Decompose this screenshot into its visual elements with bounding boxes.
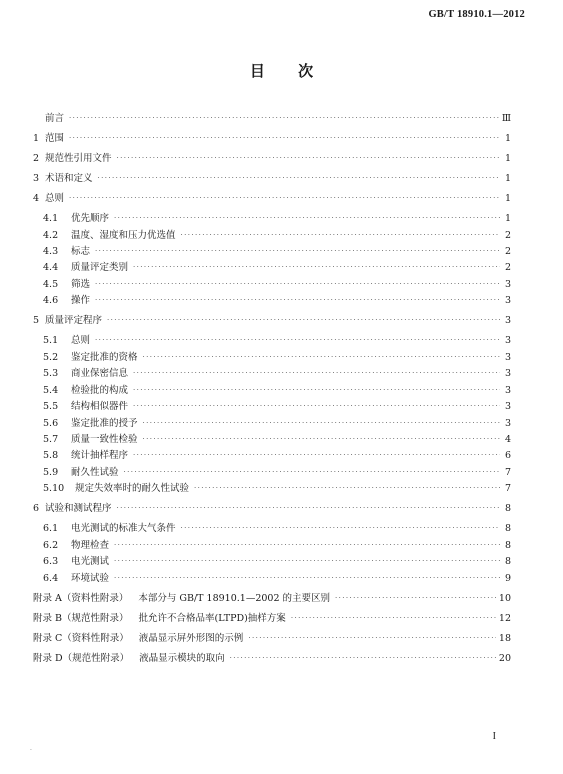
toc-label: 耐久性试验 bbox=[71, 466, 119, 478]
toc-label: 物理检查 bbox=[71, 539, 110, 551]
toc-entry[interactable] bbox=[33, 333, 511, 349]
toc-entry[interactable] bbox=[33, 448, 511, 464]
toc-number: 5.3 bbox=[43, 368, 59, 380]
toc-label: 温度、湿度和压力优选值 bbox=[71, 229, 176, 241]
toc-leader bbox=[69, 110, 499, 126]
page-number: I bbox=[492, 731, 496, 742]
toc-number: 附录 C（资料性附录） bbox=[33, 632, 129, 644]
toc-label: 液晶显示屏外形图的示例 bbox=[138, 632, 244, 644]
toc-page: 18 bbox=[498, 632, 511, 644]
toc-label: 总则 bbox=[45, 193, 65, 205]
toc-number: 5.7 bbox=[43, 434, 59, 446]
toc-number: 4.4 bbox=[43, 262, 59, 274]
toc-leader bbox=[95, 332, 500, 348]
toc-number: 附录 D（规范性附录） bbox=[33, 652, 130, 664]
toc-number: 附录 A（资料性附录） bbox=[33, 592, 129, 604]
toc-number: 6.3 bbox=[43, 556, 59, 568]
toc-number: 4.5 bbox=[43, 278, 59, 290]
toc-leader bbox=[98, 170, 500, 186]
toc-entry[interactable] bbox=[33, 171, 511, 187]
toc-entry[interactable] bbox=[33, 538, 511, 554]
toc-page: Ⅲ bbox=[501, 113, 511, 124]
toc-page: 3 bbox=[504, 335, 511, 347]
toc-page: 1 bbox=[504, 193, 511, 205]
toc-entry[interactable] bbox=[33, 383, 511, 399]
toc-entry[interactable] bbox=[33, 432, 511, 448]
toc-leader bbox=[133, 398, 500, 414]
toc-number: 附录 B（规范性附录） bbox=[33, 612, 129, 624]
toc-page: 2 bbox=[504, 262, 511, 274]
toc-label: 前言 bbox=[45, 113, 65, 124]
table-of-contents bbox=[33, 111, 511, 667]
toc-entry-appendix[interactable] bbox=[33, 651, 511, 667]
toc-label: 本部分与 GB/T 18910.1—2002 的主要区别 bbox=[138, 592, 331, 604]
toc-leader bbox=[230, 650, 496, 666]
toc-number: 4.2 bbox=[43, 229, 59, 241]
toc-label: 质量评定类别 bbox=[71, 262, 129, 274]
toc-label: 电光测试 bbox=[71, 556, 110, 568]
toc-page: 3 bbox=[504, 384, 511, 396]
toc-entry[interactable] bbox=[33, 211, 511, 227]
toc-leader bbox=[95, 243, 500, 259]
toc-number: 5.1 bbox=[43, 335, 59, 347]
toc-page: 1 bbox=[504, 153, 511, 165]
toc-label: 检验批的构成 bbox=[71, 384, 129, 396]
standard-code: GB/T 18910.1—2012 bbox=[428, 9, 525, 20]
toc-label: 质量一致性检验 bbox=[71, 434, 138, 446]
toc-entry[interactable] bbox=[33, 151, 511, 167]
toc-label: 范围 bbox=[45, 133, 65, 145]
corner-mark: . bbox=[30, 745, 32, 752]
toc-label: 规定失效率时的耐久性试验 bbox=[75, 483, 190, 495]
toc-number: 4.6 bbox=[43, 295, 59, 307]
toc-label: 操作 bbox=[71, 295, 91, 307]
toc-page: 20 bbox=[498, 652, 511, 664]
toc-page: 8 bbox=[504, 523, 511, 535]
toc-leader bbox=[133, 447, 500, 463]
toc-entry[interactable] bbox=[33, 131, 511, 147]
toc-number: 5.9 bbox=[43, 466, 59, 478]
toc-leader bbox=[114, 210, 500, 226]
toc-leader bbox=[181, 227, 500, 243]
toc-page: 9 bbox=[504, 572, 511, 584]
toc-label: 规范性引用文件 bbox=[45, 153, 112, 165]
toc-page: 3 bbox=[504, 401, 511, 413]
toc-page: 3 bbox=[504, 351, 511, 363]
toc-leader bbox=[114, 553, 500, 569]
toc-number: 6.2 bbox=[43, 539, 59, 551]
toc-label: 结构相似器件 bbox=[71, 401, 129, 413]
toc-number: 4.3 bbox=[43, 246, 59, 258]
toc-leader bbox=[181, 520, 500, 536]
toc-leader bbox=[117, 500, 500, 516]
toc-page: 8 bbox=[504, 539, 511, 551]
toc-label: 质量评定程序 bbox=[45, 315, 103, 327]
title-char-2: 次 bbox=[298, 62, 314, 80]
toc-entry[interactable] bbox=[33, 521, 511, 537]
toc-entry[interactable] bbox=[33, 571, 511, 587]
toc-leader bbox=[117, 150, 500, 166]
toc-number: 2 bbox=[33, 153, 40, 165]
toc-number: 5.8 bbox=[43, 450, 59, 462]
toc-label: 试验和测试程序 bbox=[45, 503, 112, 515]
toc-leader bbox=[114, 537, 500, 553]
toc-number: 4 bbox=[33, 193, 40, 205]
toc-page: 12 bbox=[498, 612, 511, 624]
toc-label: 商业保密信息 bbox=[71, 368, 129, 380]
toc-leader bbox=[133, 382, 500, 398]
toc-leader bbox=[335, 590, 496, 606]
toc-number: 5.2 bbox=[43, 351, 59, 363]
toc-page: 2 bbox=[504, 229, 511, 241]
toc-leader bbox=[114, 570, 500, 586]
toc-label: 电光测试的标准大气条件 bbox=[71, 523, 176, 535]
toc-leader bbox=[69, 190, 500, 206]
toc-page: 4 bbox=[504, 434, 511, 446]
toc-number: 1 bbox=[33, 133, 40, 145]
toc-entry[interactable] bbox=[33, 554, 511, 570]
toc-page: 8 bbox=[504, 503, 511, 515]
toc-leader bbox=[194, 480, 500, 496]
toc-number: 4.1 bbox=[43, 213, 59, 225]
toc-entry[interactable] bbox=[33, 481, 511, 497]
toc-entry[interactable] bbox=[33, 111, 511, 127]
toc-label: 统计抽样程序 bbox=[71, 450, 129, 462]
toc-page: 8 bbox=[504, 556, 511, 568]
toc-page: 1 bbox=[504, 213, 511, 225]
toc-leader bbox=[133, 259, 500, 275]
toc-entry-appendix[interactable] bbox=[33, 631, 511, 647]
toc-number: 5.6 bbox=[43, 417, 59, 429]
toc-number: 5 bbox=[33, 315, 40, 327]
toc-entry[interactable] bbox=[33, 399, 511, 415]
toc-leader bbox=[291, 610, 496, 626]
toc-page: 6 bbox=[504, 450, 511, 462]
toc-number: 6.1 bbox=[43, 523, 59, 535]
toc-label: 批允许不合格品率(LTPD)抽样方案 bbox=[138, 612, 286, 624]
toc-entry[interactable] bbox=[33, 416, 511, 432]
toc-label: 标志 bbox=[71, 246, 91, 258]
toc-entry[interactable] bbox=[33, 277, 511, 293]
toc-entry-appendix[interactable] bbox=[33, 611, 511, 627]
toc-leader bbox=[95, 276, 500, 292]
toc-leader bbox=[124, 464, 500, 480]
toc-number: 5.10 bbox=[43, 483, 65, 495]
toc-page: 1 bbox=[504, 133, 511, 145]
toc-number: 5.4 bbox=[43, 384, 59, 396]
toc-entry-appendix[interactable] bbox=[33, 591, 511, 607]
toc-page: 3 bbox=[504, 368, 511, 380]
toc-entry[interactable] bbox=[33, 465, 511, 481]
title-char-1: 目 bbox=[249, 62, 265, 80]
toc-label: 鉴定批准的资格 bbox=[71, 351, 138, 363]
toc-number: 5.5 bbox=[43, 401, 59, 413]
toc-number: 6.4 bbox=[43, 572, 59, 584]
toc-entry[interactable] bbox=[33, 244, 511, 260]
toc-page: 3 bbox=[504, 417, 511, 429]
toc-page: 10 bbox=[498, 592, 511, 604]
toc-entry[interactable] bbox=[33, 313, 511, 329]
toc-leader bbox=[248, 630, 496, 646]
toc-page: 3 bbox=[504, 295, 511, 307]
toc-entry[interactable] bbox=[33, 191, 511, 207]
toc-page: 2 bbox=[504, 246, 511, 258]
toc-leader bbox=[95, 292, 500, 308]
toc-page: 7 bbox=[504, 483, 511, 495]
toc-label: 液晶显示模块的取向 bbox=[139, 652, 225, 664]
toc-entry[interactable] bbox=[33, 228, 511, 244]
toc-entry[interactable] bbox=[33, 350, 511, 366]
toc-entry[interactable] bbox=[33, 366, 511, 382]
toc-label: 鉴定批准的授予 bbox=[71, 417, 138, 429]
toc-label: 优先顺序 bbox=[71, 213, 110, 225]
toc-leader bbox=[133, 365, 500, 381]
toc-leader bbox=[107, 312, 500, 328]
toc-leader bbox=[143, 349, 500, 365]
toc-number: 3 bbox=[33, 173, 40, 185]
toc-label: 环境试验 bbox=[71, 572, 110, 584]
toc-entry[interactable] bbox=[33, 501, 511, 517]
toc-entry[interactable] bbox=[33, 260, 511, 276]
toc-label: 术语和定义 bbox=[45, 173, 93, 185]
toc-leader bbox=[143, 415, 500, 431]
toc-page: 7 bbox=[504, 466, 511, 478]
toc-label: 总则 bbox=[71, 335, 91, 347]
toc-page: 3 bbox=[504, 278, 511, 290]
toc-page: 1 bbox=[504, 173, 511, 185]
toc-page: 3 bbox=[504, 315, 511, 327]
toc-leader bbox=[143, 431, 500, 447]
toc-leader bbox=[69, 130, 500, 146]
toc-label: 筛选 bbox=[71, 278, 91, 290]
toc-number: 6 bbox=[33, 503, 40, 515]
toc-entry[interactable] bbox=[33, 293, 511, 309]
page-title bbox=[0, 60, 563, 81]
